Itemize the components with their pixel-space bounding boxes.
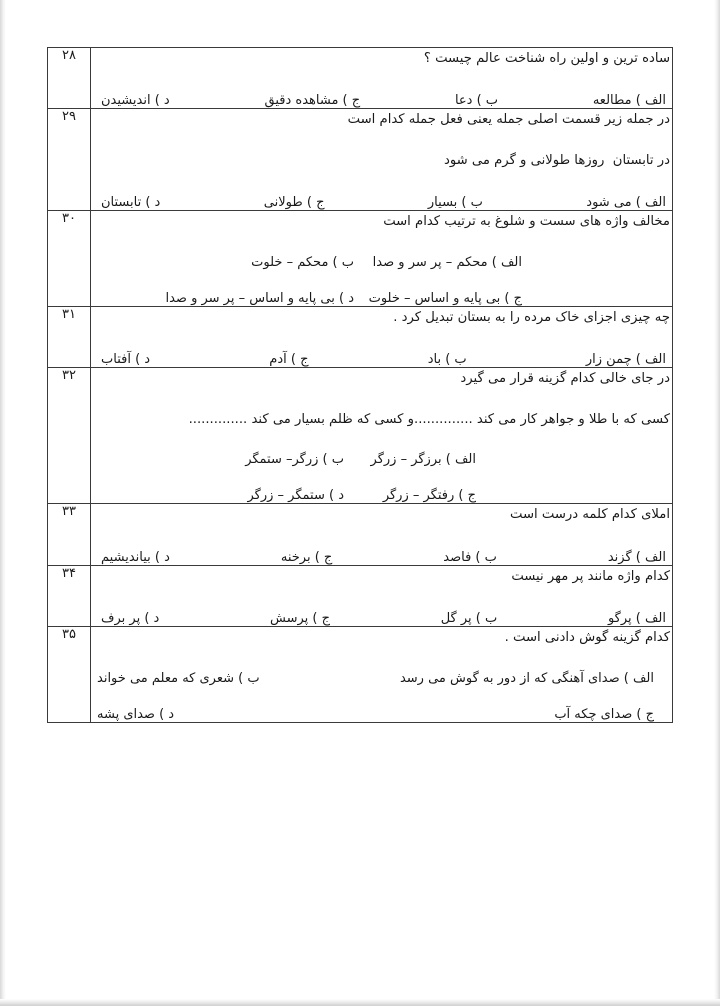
option-jim[interactable]: ج ) بی پایه و اساس – خلوت <box>368 290 522 306</box>
option-jim[interactable]: ج ) طولانی <box>263 195 325 211</box>
option-jim[interactable]: ج ) رفتگر – زرگر <box>382 488 476 504</box>
questions-table-body <box>48 48 673 723</box>
question-body-cell <box>91 48 673 109</box>
option-dal[interactable]: د ) آفتاب <box>101 352 151 368</box>
table-row <box>48 109 673 211</box>
option-dal[interactable]: د ) پر برف <box>101 611 160 627</box>
table-row <box>48 48 673 109</box>
question-body-cell <box>91 565 673 626</box>
option-jim[interactable]: ج ) پرسش <box>270 611 331 627</box>
option-dal[interactable]: د ) بی پایه و اساس – پر سر و صدا <box>165 290 354 306</box>
options-row <box>91 611 672 626</box>
question-number: ۳۱ <box>48 306 91 367</box>
option-jim[interactable]: ج ) آدم <box>269 352 309 368</box>
option-be[interactable]: ب ) شعری که معلم می خواند <box>97 670 260 686</box>
option-jim[interactable]: ج ) برخنه <box>280 549 333 565</box>
question-number: ۳۰ <box>48 211 91 306</box>
question-number: ۲۹ <box>48 109 91 211</box>
option-alef[interactable]: الف ) می شود <box>586 195 666 211</box>
table-row <box>48 211 673 306</box>
question-stem: املای کدام کلمه درست است <box>510 507 670 523</box>
questions-table <box>47 47 673 723</box>
option-alef[interactable]: الف ) گزند <box>607 549 666 565</box>
option-be[interactable]: ب ) محکم – خلوت <box>251 254 354 270</box>
table-row <box>48 504 673 565</box>
option-alef[interactable]: الف ) مطالعه <box>592 93 666 109</box>
question-stem: ساده ترین و اولین راه شناخت عالم چیست ؟ <box>423 51 670 66</box>
options-grid <box>91 452 672 503</box>
question-body-cell <box>91 306 673 367</box>
question-stem: کدام گزینه گوش دادنی است . <box>504 630 670 646</box>
option-alef[interactable]: الف ) برزگر – زرگر <box>370 452 476 468</box>
option-alef[interactable]: الف ) چمن زار <box>585 352 666 368</box>
options-grid <box>91 255 672 306</box>
question-body-cell <box>91 368 673 504</box>
table-row <box>48 306 673 367</box>
option-alef[interactable]: الف ) محکم – پر سر و صدا <box>372 254 522 270</box>
options-row <box>91 352 672 367</box>
options-row <box>91 93 672 108</box>
options-grid-row <box>91 707 672 722</box>
question-number: ۳۴ <box>48 565 91 626</box>
option-dal[interactable]: د ) ستمگر – زرگر <box>247 488 344 504</box>
option-dal[interactable]: د ) بیاندیشیم <box>101 549 170 565</box>
option-be[interactable]: ب ) فاصد <box>443 549 497 565</box>
question-stem: در جمله زیر قسمت اصلی جمله یعنی فعل جمله کدام است <box>347 112 670 128</box>
question-stem: در جای خالی کدام گزینه قرار می گیرد <box>460 371 670 387</box>
options-grid-row <box>91 671 672 686</box>
option-be[interactable]: ب ) باد <box>427 352 467 368</box>
question-stem: مخالف واژه های سست و شلوغ به ترتیب کدام است <box>383 214 670 230</box>
question-body-cell <box>91 109 673 211</box>
question-number: ۳۵ <box>48 627 91 722</box>
option-be[interactable]: ب ) بسیار <box>427 195 483 211</box>
question-number: ۳۳ <box>48 504 91 565</box>
options-grid-row <box>91 488 672 503</box>
options-grid-row <box>91 255 672 270</box>
options-grid <box>91 671 672 722</box>
page-edge-right <box>714 0 720 1006</box>
table-row <box>48 627 673 722</box>
question-stem: کدام واژه مانند پر مهر نیست <box>511 568 670 584</box>
option-dal[interactable]: د ) صدای پشه <box>97 706 175 722</box>
option-jim[interactable]: ج ) مشاهده دقیق <box>264 93 361 109</box>
question-number: ۲۸ <box>48 48 91 109</box>
options-grid-row <box>91 452 672 467</box>
options-grid-row <box>91 291 672 306</box>
option-be[interactable]: ب ) زرگر– ستمگر <box>245 452 344 468</box>
option-alef[interactable]: الف ) صدای آهنگی که از دور به گوش می رسد <box>399 670 654 686</box>
question-body-cell <box>91 627 673 722</box>
table-row <box>48 368 673 504</box>
option-alef[interactable]: الف ) پرگو <box>607 611 666 627</box>
question-stem-extra: کسی که با طلا و جواهر کار می کند ..............و کسی که ظلم بسیار می کند .............. <box>188 411 670 427</box>
option-be[interactable]: ب ) دعا <box>454 93 499 109</box>
question-body-cell <box>91 504 673 565</box>
page-edge-left <box>0 0 6 1006</box>
page-edge-bottom <box>0 999 720 1006</box>
question-body-cell <box>91 211 673 306</box>
table-row <box>48 565 673 626</box>
option-dal[interactable]: د ) اندیشیدن <box>101 93 170 109</box>
options-row <box>91 195 672 210</box>
question-stem-extra: در تابستان روزها طولانی و گرم می شود <box>443 152 670 168</box>
question-number: ۳۲ <box>48 368 91 504</box>
option-dal[interactable]: د ) تابستان <box>101 195 161 211</box>
options-row <box>91 550 672 565</box>
option-be[interactable]: ب ) پر گل <box>440 611 498 627</box>
question-stem: چه چیزی اجزای خاک مرده را به بستان تبدیل کرد . <box>393 309 670 325</box>
option-jim[interactable]: ج ) صدای چکه آب <box>554 706 654 722</box>
